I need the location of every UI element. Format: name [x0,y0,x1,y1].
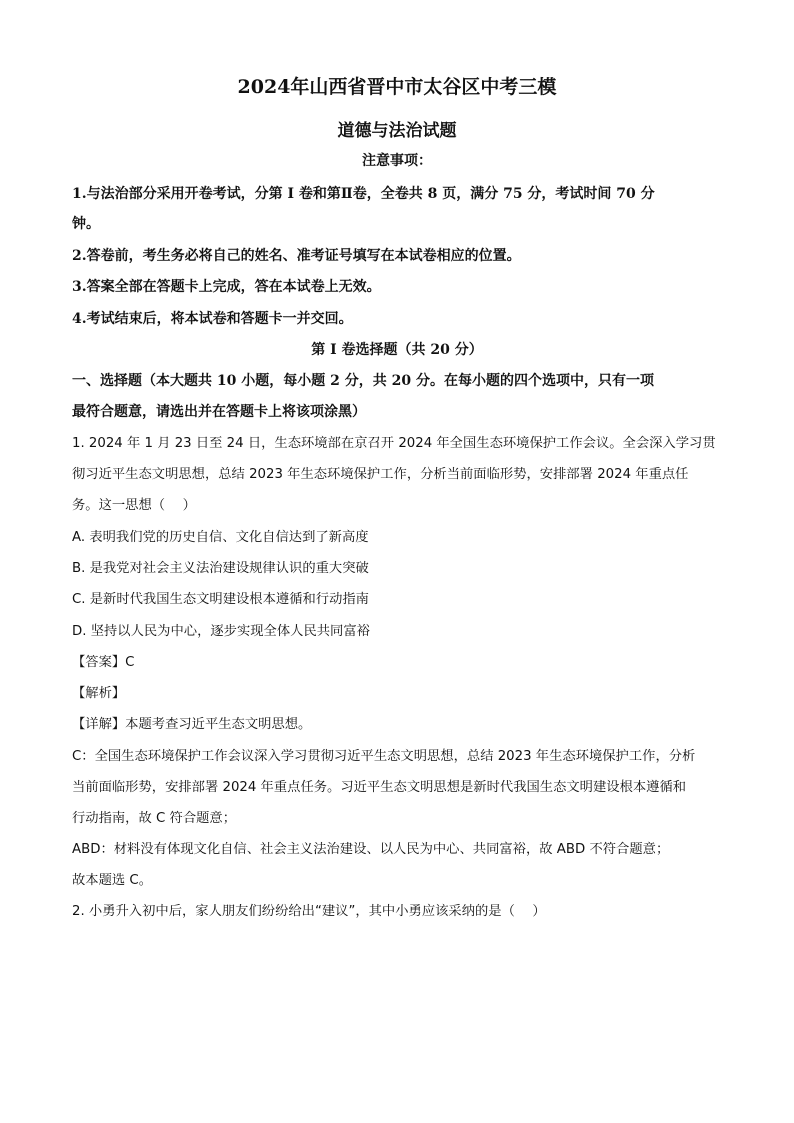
explanation-line1: C：全国生态环境保护工作会议深入学习贯彻习近平生态文明思想，总结 2023 年生态环境保护工作，分析 [72,749,696,764]
section-instruction-line2: 最符合题意，请选出并在答题卡上将该项涂黑） [72,404,366,420]
explanation-line3: 行动指南，故 C 符合题意； [72,811,237,826]
question-1-option-b: B. 是我党对社会主义法治建设规律认识的重大突破 [72,561,369,576]
notice-3: 3.答案全部在答题卡上完成，答在本试卷上无效。 [72,279,381,295]
notice-1-cont: 钟。 [72,216,100,232]
explanation-line4: ABD：材料没有体现文化自信、社会主义法治建设、以人民为中心、共同富裕，故 ABD 不符合题意； [72,842,670,857]
exam-subject: 道德与法治试题 [337,121,457,141]
question-1-option-c: C. 是新时代我国生态文明建设根本遵循和行动指南 [72,592,369,607]
question-2-stem: 2. 小勇升入初中后，家人朋友们纷纷给出“建议”，其中小勇应该采纳的是（ ） [72,904,546,919]
analysis-label: 【解析】 [72,686,126,701]
detail-line: 【详解】本题考查习近平生态文明思想。 [72,717,312,732]
notice-heading: 注意事项： [362,153,432,169]
question-1-stem-line3: 务。这一思想（ ） [72,498,196,513]
section-instruction-line1: 一、选择题（本大题共 10 小题，每小题 2 分，共 20 分。在每小题的四个选项中，只有一项 [72,373,654,389]
question-1-stem-line2: 彻习近平生态文明思想，总结 2023 年生态环境保护工作，分析当前面临形势，安排部署 2024 年重点任 [72,467,689,482]
notice-1: 1.与法治部分采用开卷考试，分第 I 卷和第Ⅱ卷，全卷共 8 页，满分 75 分，考试时间 70 分 [72,186,655,202]
explanation-line5: 故本题选 C。 [72,873,152,888]
question-1-option-a: A. 表明我们党的历史自信、文化自信达到了新高度 [72,530,369,545]
question-1-stem-line1: 1. 2024 年 1 月 23 日至 24 日，生态环境部在京召开 2024 年全国生态环境保护工作会议。全会深入学习贯 [72,436,716,451]
section-heading: 第 I 卷选择题（共 20 分） [311,342,483,358]
explanation-line2: 当前面临形势，安排部署 2024 年重点任务。习近平生态文明思想是新时代我国生态文明建设根本遵循和 [72,780,687,795]
notice-4: 4.考试结束后，将本试卷和答题卡一并交回。 [72,311,353,327]
exam-title: 2024年山西省晋中市太谷区中考三模 [237,76,557,98]
notice-2: 2.答卷前，考生务必将自己的姓名、准考证号填写在本试卷相应的位置。 [72,248,521,264]
answer-label: 【答案】C [72,655,135,670]
question-1-option-d: D. 坚持以人民为中心，逐步实现全体人民共同富裕 [72,624,370,639]
